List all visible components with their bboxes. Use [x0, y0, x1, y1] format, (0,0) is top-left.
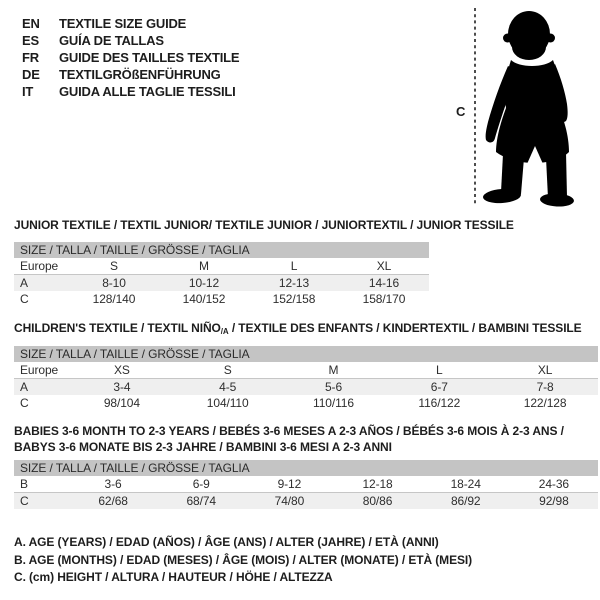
size-cell: L — [249, 258, 339, 275]
language-row — [22, 49, 239, 66]
value-cell: 10-12 — [159, 275, 249, 292]
size-header-cell: SIZE / TALLA / TAILLE / GRÖSSE / TAGLIA — [14, 460, 598, 476]
row-label-cell: C — [20, 396, 29, 410]
value-cell: 104/110 — [206, 396, 249, 410]
size-cell: M — [281, 362, 387, 379]
size-cell: S — [69, 258, 159, 275]
value-cell: 8-10 — [69, 275, 159, 292]
table-row — [14, 362, 598, 379]
table-row — [14, 346, 598, 362]
table-title-text: / TEXTILE DES ENFANTS / KINDERTEXTIL / BAMBINI TESSILE — [228, 321, 582, 335]
value-cell: 12-13 — [249, 275, 339, 292]
language-code: EN — [22, 16, 40, 31]
row-label-cell: A — [14, 275, 69, 292]
language-row — [22, 15, 239, 32]
language-title: TEXTILE SIZE GUIDE — [59, 16, 187, 31]
value-cell: 98/104 — [103, 396, 140, 410]
legend-note-a: A. AGE (YEARS) / EDAD (AÑOS) / ÂGE (ANS) / ALTER (JAHRE) / ETÀ (ANNI) — [14, 535, 439, 549]
language-row — [22, 32, 239, 49]
language-title: GUÍA DE TALLAS — [59, 33, 164, 48]
table-row — [14, 275, 429, 292]
value-cell: 62/68 — [69, 493, 157, 510]
table-row — [14, 476, 598, 493]
value-cell: 74/80 — [245, 493, 333, 510]
value-cell: 158/170 — [362, 292, 406, 306]
babies-size-table — [14, 460, 598, 509]
size-cell: M — [159, 258, 249, 275]
value-cell: 116/122 — [418, 396, 461, 410]
children-size-table — [14, 346, 598, 411]
table-row — [14, 460, 598, 476]
table-title-subscript: /A — [220, 327, 229, 336]
table-title-line: BABIES 3-6 MONTH TO 2-3 YEARS / BEBÉS 3-6 MESES A 2-3 AÑOS / BÉBÉS 3-6 MOIS À 2-3 ANS / — [14, 424, 564, 438]
size-header-cell: SIZE / TALLA / TAILLE / GRÖSSE / TAGLIA — [14, 346, 598, 362]
language-row — [22, 83, 239, 100]
table-title-junior: JUNIOR TEXTILE / TEXTIL JUNIOR/ TEXTILE JUNIOR / JUNIORTEXTIL / JUNIOR TESSILE — [14, 218, 514, 232]
size-cell: XS — [69, 362, 175, 379]
baby-silhouette-icon — [445, 0, 600, 212]
table-row — [14, 291, 429, 307]
size-cell: S — [175, 362, 281, 379]
row-label-cell: C — [20, 292, 29, 306]
baby-figure — [445, 0, 600, 212]
table-title-text: CHILDREN'S TEXTILE / TEXTIL NIÑO — [14, 321, 221, 335]
table-title-children — [14, 320, 582, 340]
size-cell: XL — [492, 362, 598, 379]
table-row — [14, 258, 429, 275]
value-cell: 12-18 — [333, 476, 421, 493]
value-cell: 6-7 — [386, 379, 492, 396]
value-cell: 68/74 — [157, 493, 245, 510]
row-label-cell: B — [14, 476, 69, 493]
region-cell: Europe — [14, 362, 69, 379]
value-cell: 4-5 — [175, 379, 281, 396]
value-cell: 3-6 — [69, 476, 157, 493]
junior-size-table — [14, 242, 429, 307]
row-label-cell: A — [14, 379, 69, 396]
language-code: FR — [22, 50, 39, 65]
value-cell: 80/86 — [333, 493, 421, 510]
language-code: ES — [22, 33, 39, 48]
language-code: IT — [22, 84, 34, 99]
value-cell: 110/116 — [313, 396, 354, 410]
legend-note-c: C. (cm) HEIGHT / ALTURA / HAUTEUR / HÖHE / ALTEZZA — [14, 570, 333, 584]
legend-note-b: B. AGE (MONTHS) / EDAD (MESES) / ÂGE (MOIS) / ALTER (MONATE) / ETÀ (MESI) — [14, 552, 473, 567]
language-row — [22, 66, 239, 83]
value-cell: 3-4 — [69, 379, 175, 396]
value-cell: 140/152 — [182, 292, 226, 306]
value-cell: 5-6 — [281, 379, 387, 396]
row-label-cell: C — [14, 493, 69, 510]
table-title-line: BABYS 3-6 MONATE BIS 2-3 JAHRE / BAMBINI 3-6 MESI A 2-3 ANNI — [14, 440, 392, 454]
value-cell: 92/98 — [510, 493, 598, 510]
value-cell: 152/158 — [272, 292, 316, 306]
region-cell: Europe — [14, 258, 69, 275]
table-title-babies — [14, 423, 564, 455]
value-cell: 9-12 — [245, 476, 333, 493]
value-cell: 86/92 — [422, 493, 510, 510]
language-title: TEXTILGRÖßENFÜHRUNG — [59, 67, 221, 82]
height-measure-label: C — [456, 104, 466, 119]
value-cell: 18-24 — [422, 476, 510, 493]
language-title: GUIDA ALLE TAGLIE TESSILI — [59, 84, 236, 99]
language-title: GUIDE DES TAILLES TEXTILE — [59, 50, 240, 65]
language-code: DE — [22, 67, 40, 82]
value-cell: 6-9 — [157, 476, 245, 493]
size-cell: L — [386, 362, 492, 379]
size-header-cell: SIZE / TALLA / TAILLE / GRÖSSE / TAGLIA — [14, 242, 429, 258]
table-row — [14, 379, 598, 396]
table-row — [14, 493, 598, 510]
legend-notes — [14, 534, 472, 587]
value-cell: 128/140 — [92, 292, 136, 306]
value-cell: 7-8 — [492, 379, 598, 396]
value-cell: 14-16 — [339, 275, 429, 292]
value-cell: 122/128 — [523, 396, 567, 410]
size-cell: XL — [339, 258, 429, 275]
table-row — [14, 395, 598, 411]
value-cell: 24-36 — [510, 476, 598, 493]
language-title-list — [22, 15, 239, 100]
table-row — [14, 242, 429, 258]
